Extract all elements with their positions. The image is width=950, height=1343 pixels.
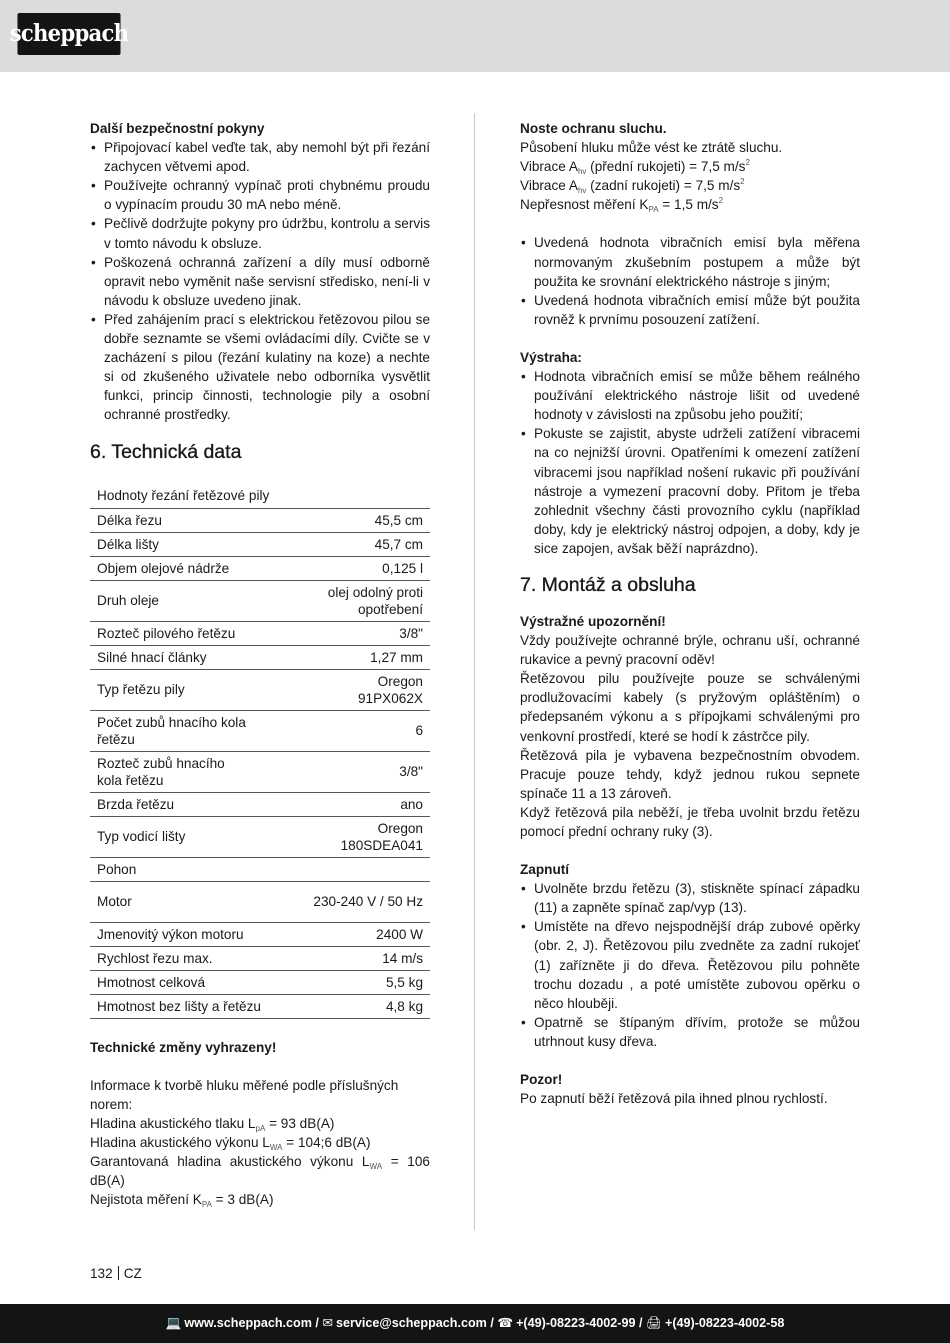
vibration-item: • Uvedená hodnota vibračních emisí byla měřena normovaným zkušebním postupem a může být použita ke srovnání elektrického nástroje s jiným; [520, 233, 860, 290]
table-row [90, 669, 430, 710]
noise-pressure: Hladina akustického tlaku $L_{pA} = 93$ dB(A) [90, 1115, 335, 1133]
caution-heading: Výstražné upozornění! [520, 613, 666, 629]
row-value: Oregon 91PX062X [306, 669, 430, 710]
row-value: 4,8 kg [306, 994, 430, 1018]
footer-fax: +(49)-08223-4002-58 [664, 1316, 785, 1330]
scheppach-logo: scheppach [17, 13, 120, 55]
table-title: Hodnoty řezání řetězové pily [90, 484, 430, 509]
row-value: 45,7 cm [306, 532, 430, 556]
safety-item: • Připojovací kabel veďte tak, aby nemohl být při řezání zachycen větvemi apod. [90, 138, 430, 176]
row-label: Délka lišty [90, 532, 306, 556]
section-7-title: 7. Montáž a obsluha [520, 573, 696, 596]
table-row [90, 994, 430, 1018]
row-label: Rozteč zubů hnacího kola řetězu [90, 751, 306, 792]
row-label: Jmenovitý výkon motoru [90, 922, 306, 946]
row-value: 0,125 l [306, 556, 430, 580]
switch-on-item: • Uvolněte brzdu řetězu (3), stiskněte spínací západku (11) a zapněte spínač zap/vyp (13). [520, 879, 860, 917]
row-value: ano [306, 792, 430, 816]
footer-email[interactable]: service@scheppach.com [336, 1316, 487, 1330]
row-value: 5,5 kg [306, 970, 430, 994]
page-header [0, 0, 950, 72]
row-value: Oregon 180SDEA041 [306, 816, 430, 857]
row-label: Silné hnací články [90, 645, 306, 669]
row-label: Rychlost řezu max. [90, 946, 306, 970]
row-label: Hmotnost celková [90, 970, 306, 994]
caution-paragraph: Vždy používejte ochranné brýle, ochranu uší, ochranné rukavice a pevný pracovní oděv! [520, 633, 860, 668]
table-row [90, 751, 430, 792]
row-value: olej odolný proti opotřebení [306, 580, 430, 621]
safety-heading: Další bezpečnostní pokyny [90, 121, 265, 136]
noise-guaranteed: Garantovaná hladina akustického výkonu $L_{WA} = 106$ dB(A) [90, 1153, 430, 1189]
table-row [90, 816, 430, 857]
row-label: Druh oleje [90, 580, 306, 621]
footer-web[interactable]: www.scheppach.com [184, 1316, 312, 1330]
fax-icon: 🖨 [645, 1316, 662, 1330]
vibration-list [520, 233, 860, 328]
noise-intro: Informace k tvorbě hluku měřené podle příslušných norem: [90, 1077, 399, 1112]
vibration-item: • Uvedená hodnota vibračních emisí může být použita rovněž k prvnímu posouzení zatížení. [520, 291, 860, 329]
switch-on-item: • Opatrně se štípaným dřívím, protože se můžou utrhnout kusy dřeva. [520, 1013, 860, 1051]
tech-data-table [90, 484, 430, 1019]
page-footer: 💻 www.scheppach.com / ✉ service@scheppach.com / ☎ +(49)-08223-4002-99 / 🖨 +(49)-08223-4002-58 [0, 1304, 950, 1343]
row-label: Pohon [90, 857, 306, 881]
switch-on-list [520, 879, 860, 1051]
column-divider [474, 113, 475, 1230]
noise-uncertainty: Nejistota měření $K_{PA} = 3$ dB(A) [90, 1192, 274, 1210]
row-value: 6 [306, 710, 430, 751]
table-row [90, 532, 430, 556]
vibration-front: Vibrace $A_{hv}$ (přední rukojeti) = 7,5 $m/s^2$ [520, 158, 750, 177]
table-row [90, 792, 430, 816]
hearing-text: Působení hluku může vést ke ztrátě sluchu. [520, 140, 783, 156]
safety-list [90, 138, 430, 424]
row-value: 230-240 V / 50 Hz [306, 881, 430, 922]
right-column [520, 119, 860, 1108]
switch-on-item: • Umístěte na dřevo nejspodnější dráp zubové opěrky (obr. 2, J). Řetězovou pilu zvedněte za zadní rukojeť (1) zařízněte ji do dřeva. Řetězovou pilu pohněte trochu dozadu , a poté umístěte zubovou opěrku o něco hlouběji. [520, 917, 860, 1012]
table-row [90, 946, 430, 970]
switch-on-heading: Zapnutí [520, 862, 570, 878]
phone-icon: ☎ [497, 1316, 514, 1330]
attention-heading: Pozor! [520, 1072, 563, 1088]
vibration-rear: Vibrace $A_{hv}$ (zadní rukojeti) = 7,5 $m/s^2$ [520, 177, 745, 196]
safety-item: • Pečlivě dodržujte pokyny pro údržbu, kontrolu a servis v tomto návodu k obsluze. [90, 214, 430, 252]
table-row [90, 556, 430, 580]
safety-item: • Používejte ochranný vypínač proti chybnému proudu o vypínacím proudu 30 mA nebo méně. [90, 176, 430, 214]
row-label: Motor [90, 881, 306, 922]
hearing-heading: Noste ochranu sluchu. [520, 121, 667, 136]
row-label: Brzda řetězu [90, 792, 306, 816]
row-label: Počet zubů hnacího kola řetězu [90, 710, 306, 751]
warning-heading: Výstraha: [520, 349, 582, 365]
section-6-title: 6. Technická data [90, 440, 242, 463]
page-number: 132 CZ [90, 1266, 142, 1281]
table-row [90, 621, 430, 645]
footer-phone: +(49)-08223-4002-99 [516, 1316, 636, 1330]
envelope-icon: ✉ [322, 1316, 333, 1330]
tech-changes-note: Technické změny vyhrazeny! [90, 1039, 277, 1055]
table-row [90, 857, 430, 881]
row-value: 3/8" [306, 751, 430, 792]
warning-list [520, 367, 860, 558]
row-label: Rozteč pilového řetězu [90, 621, 306, 645]
noise-power: Hladina akustického výkonu $L_{WA}$ = 104;6 dB(A) [90, 1134, 371, 1152]
table-row [90, 508, 430, 532]
row-label: Objem olejové nádrže [90, 556, 306, 580]
row-value [306, 857, 430, 881]
table-row [90, 645, 430, 669]
row-value: 3/8" [306, 621, 430, 645]
table-row [90, 922, 430, 946]
row-label: Typ vodicí lišty [90, 816, 306, 857]
attention-text: Po zapnutí běží řetězová pila ihned plnou rychlostí. [520, 1091, 828, 1107]
safety-item: • Před zahájením prací s elektrickou řetězovou pilou se dobře seznamte se všemi ovládacími díly. Cvičte se v zacházení s pilou (řezání kulatiny na koze) a nechte si od zkušeného uživatele nebo odborníka vysvětlit funkci, princip činnosti, technologie pily a osobní ochranné prostředky. [90, 310, 430, 425]
table-row [90, 580, 430, 621]
row-label: Hmotnost bez lišty a řetězu [90, 994, 306, 1018]
row-value: 2400 W [306, 922, 430, 946]
table-row [90, 970, 430, 994]
left-column [90, 119, 430, 1209]
row-label: Délka řezu [90, 508, 306, 532]
table-row [90, 881, 430, 922]
vibration-uncertainty: Nepřesnost měření $K_{PA} = 1,5$ $m/s^2$ [520, 196, 724, 215]
computer-icon: 💻 [165, 1316, 182, 1330]
caution-paragraph: Řetězová pila je vybavena bezpečnostním obvodem. Pracuje pouze tehdy, když jednou rukou sepnete spínače 11 a 13 zároveň. [520, 747, 860, 801]
row-value: 1,27 mm [306, 645, 430, 669]
table-row [90, 710, 430, 751]
row-label: Typ řetězu pily [90, 669, 306, 710]
warning-item: • Hodnota vibračních emisí se může během reálného používání elektrického nástroje lišit od uvedené hodnoty v závislosti na způsobu jeho použití; [520, 367, 860, 424]
row-value: 45,5 cm [306, 508, 430, 532]
row-value: 14 m/s [306, 946, 430, 970]
safety-item: • Poškozená ochranná zařízení a díly musí odborně opravit nebo vyměnit naše servisní středisko, není-li v návodu k obsluze uvedeno jinak. [90, 253, 430, 310]
caution-paragraph: Řetězovou pilu používejte pouze se schválenými prodlužovacími kabely (s pryžovým opláštěním) o předepsaném výkonu a s přípojkami schválenými pro venkovní prostředí, které se hodí k zástrčce pily. [520, 671, 860, 744]
caution-paragraph: Když řetězová pila neběží, je třeba uvolnit brzdu řetězu pomocí přední ochrany ruky (3). [520, 804, 860, 839]
warning-item: • Pokuste se zajistit, abyste udrželi zatížení vibracemi na co nejnižší úrovni. Opatřeními k omezení zatížení vibracemi jsou například nošení rukavic při používání nástroje a vymezení pracovní doby. Přitom je třeba zohlednit všechny části provozního cyklu (například doby, kdy je elektrický nástroj odpojen, a doby, kdy je sice zapojen, avšak běží naprázdno). [520, 424, 860, 558]
